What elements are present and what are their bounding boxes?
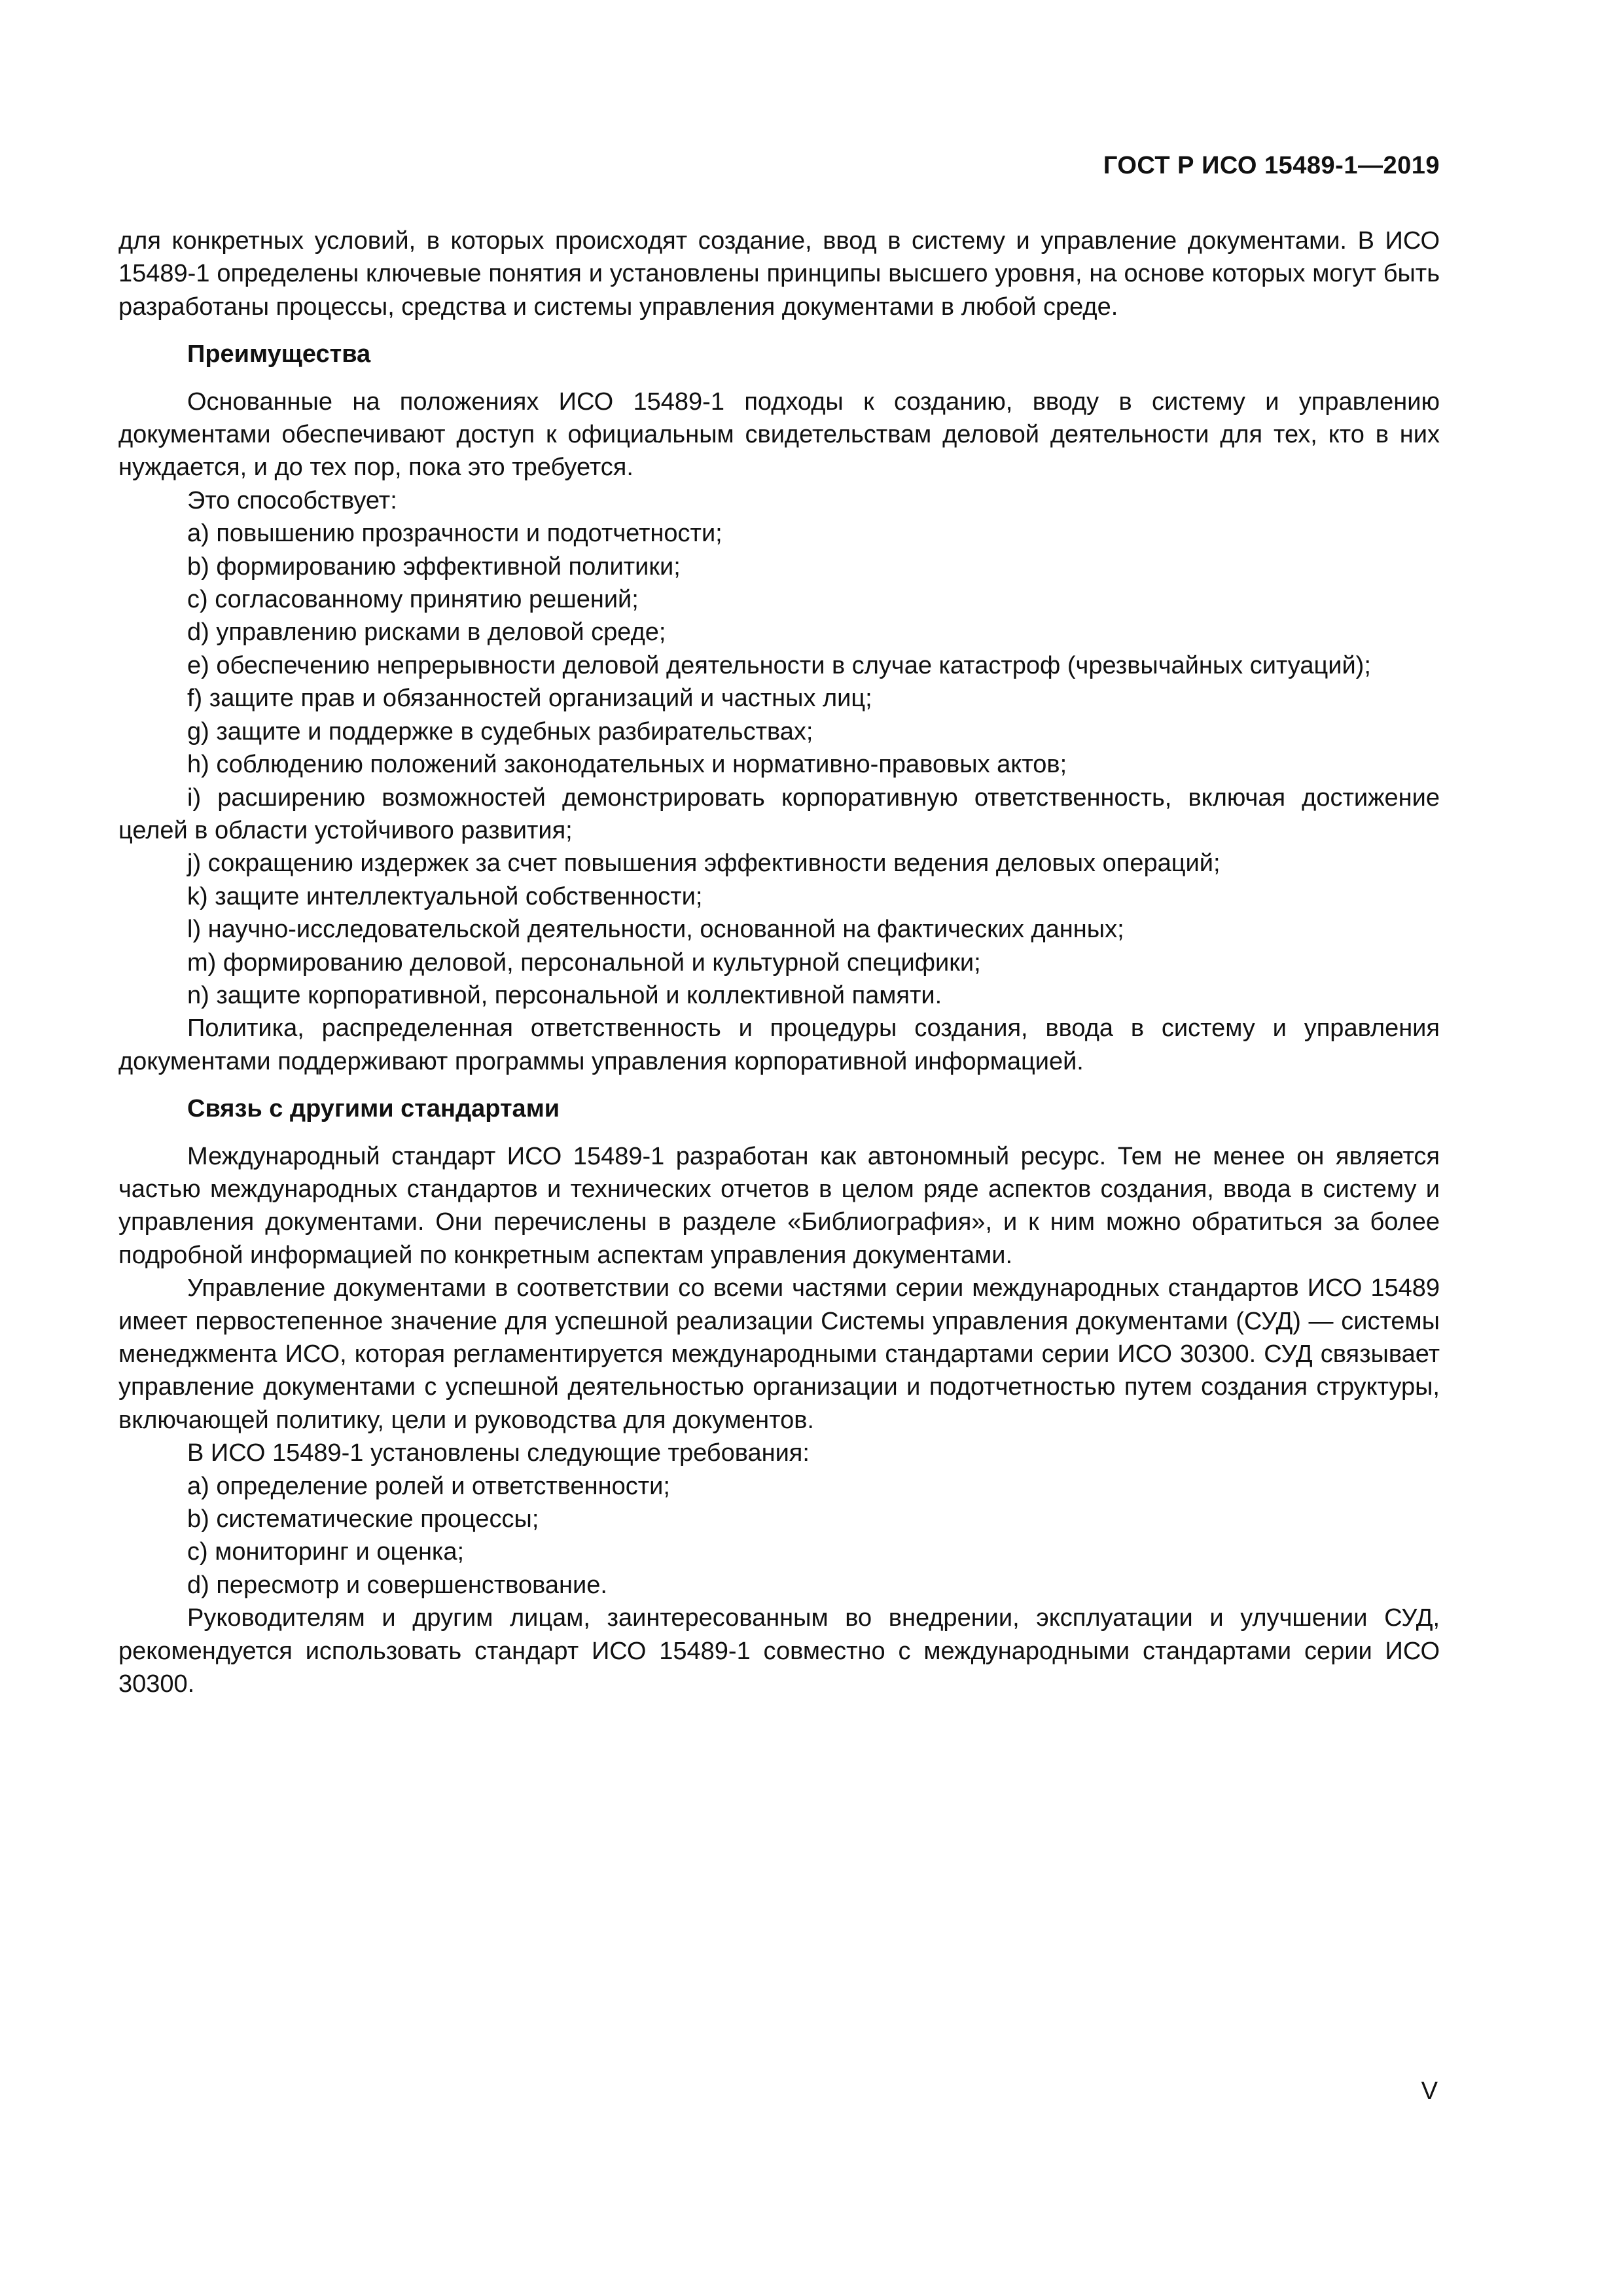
list-item: n) защите корпоративной, персональной и коллективной памяти. [187, 981, 942, 1009]
list-item: f) защите прав и обязанностей организаций и частных лиц; [187, 685, 872, 713]
section-heading-advantages: Преимущества [187, 340, 371, 368]
list-item: a) определение ролей и ответственности; [187, 1472, 670, 1500]
document-header: ГОСТ Р ИСО 15489-1—2019 [1103, 152, 1440, 179]
list-item: c) мониторинг и оценка; [187, 1538, 465, 1566]
list-item: l) научно-исследовательской деятельности, основанной на фактических данных; [187, 916, 1124, 944]
list-item: k) защите интеллектуальной собственности; [187, 882, 703, 910]
list-item: m) формированию деловой, персональной и культурной специфики; [187, 948, 981, 977]
intro-paragraph: для конкретных условий, в которых происходят создание, ввод в систему и управление документами. В ИСО 15489-1 определены ключевые понятия и установлены принципы высшего уровня, на основе которых могут быть разработаны процессы, средства и системы управления документами в любой среде. [118, 227, 1440, 321]
list-item: i) расширению возможностей демонстрировать корпоративную ответственность, включая достижение целей в области устойчивого развития; [118, 783, 1440, 844]
list-item: c) согласованному принятию решений; [187, 586, 639, 614]
list-item: a) повышению прозрачности и подотчетности; [187, 520, 722, 548]
list-item: g) защите и поддержке в судебных разбирательствах; [187, 717, 813, 745]
page-number: V [1421, 2077, 1438, 2105]
relation-lead: В ИСО 15489-1 установлены следующие требования: [187, 1439, 810, 1467]
list-item: d) пересмотр и совершенствование. [187, 1571, 607, 1599]
advantages-lead: Это способствует: [187, 486, 397, 514]
list-item: d) управлению рисками в деловой среде; [187, 619, 666, 647]
relation-closing-paragraph: Руководителям и другим лицам, заинтересованным во внедрении, эксплуатации и улучшении СУД, рекомендуется использовать стандарт ИСО 15489-1 совместно с международными стандартами серии ИСО 30300. [118, 1604, 1440, 1698]
list-item: e) обеспечению непрерывности деловой деятельности в случае катастроф (чрезвычайных ситуаций); [187, 651, 1371, 679]
list-item: j) сокращению издержек за счет повышения эффективности ведения деловых операций; [187, 850, 1221, 878]
advantages-closing-paragraph: Политика, распределенная ответственность и процедуры создания, ввода в систему и управления документами поддерживают программы управления корпоративной информацией. [118, 1014, 1440, 1075]
list-item: b) систематические процессы; [187, 1505, 539, 1534]
relation-paragraph-2: Управление документами в соответствии со всеми частями серии международных стандартов ИСО 15489 имеет первостепенное значение для успешной реализации Системы управления документами (СУД) — системы менеджмента ИСО, которая регламентируется международными стандартами серии ИСО 30300. СУД связывает управление документами с успешной деятельностью организации и подотчетностью путем создания структуры, включающей политику, цели и руководства для документов. [118, 1274, 1440, 1434]
relation-paragraph-1: Международный стандарт ИСО 15489-1 разработан как автономный ресурс. Тем не менее он является частью международных стандартов и технических отчетов в целом ряде аспектов создания, ввода в систему и управления документами. Они перечислены в разделе «Библиография», и к ним можно обратиться за более подробной информацией по конкретным аспектам управления документами. [118, 1142, 1440, 1269]
page-body [118, 224, 1440, 1700]
section-heading-relation: Связь с другими стандартами [187, 1095, 560, 1123]
advantages-paragraph: Основанные на положениях ИСО 15489-1 подходы к созданию, вводу в систему и управлению документами обеспечивают доступ к официальным свидетельствам деловой деятельности для тех, кто в них нуждается, и до тех пор, пока это требуется. [118, 387, 1440, 482]
list-item: b) формированию эффективной политики; [187, 552, 681, 581]
list-item: h) соблюдению положений законодательных и нормативно-правовых актов; [187, 751, 1067, 779]
